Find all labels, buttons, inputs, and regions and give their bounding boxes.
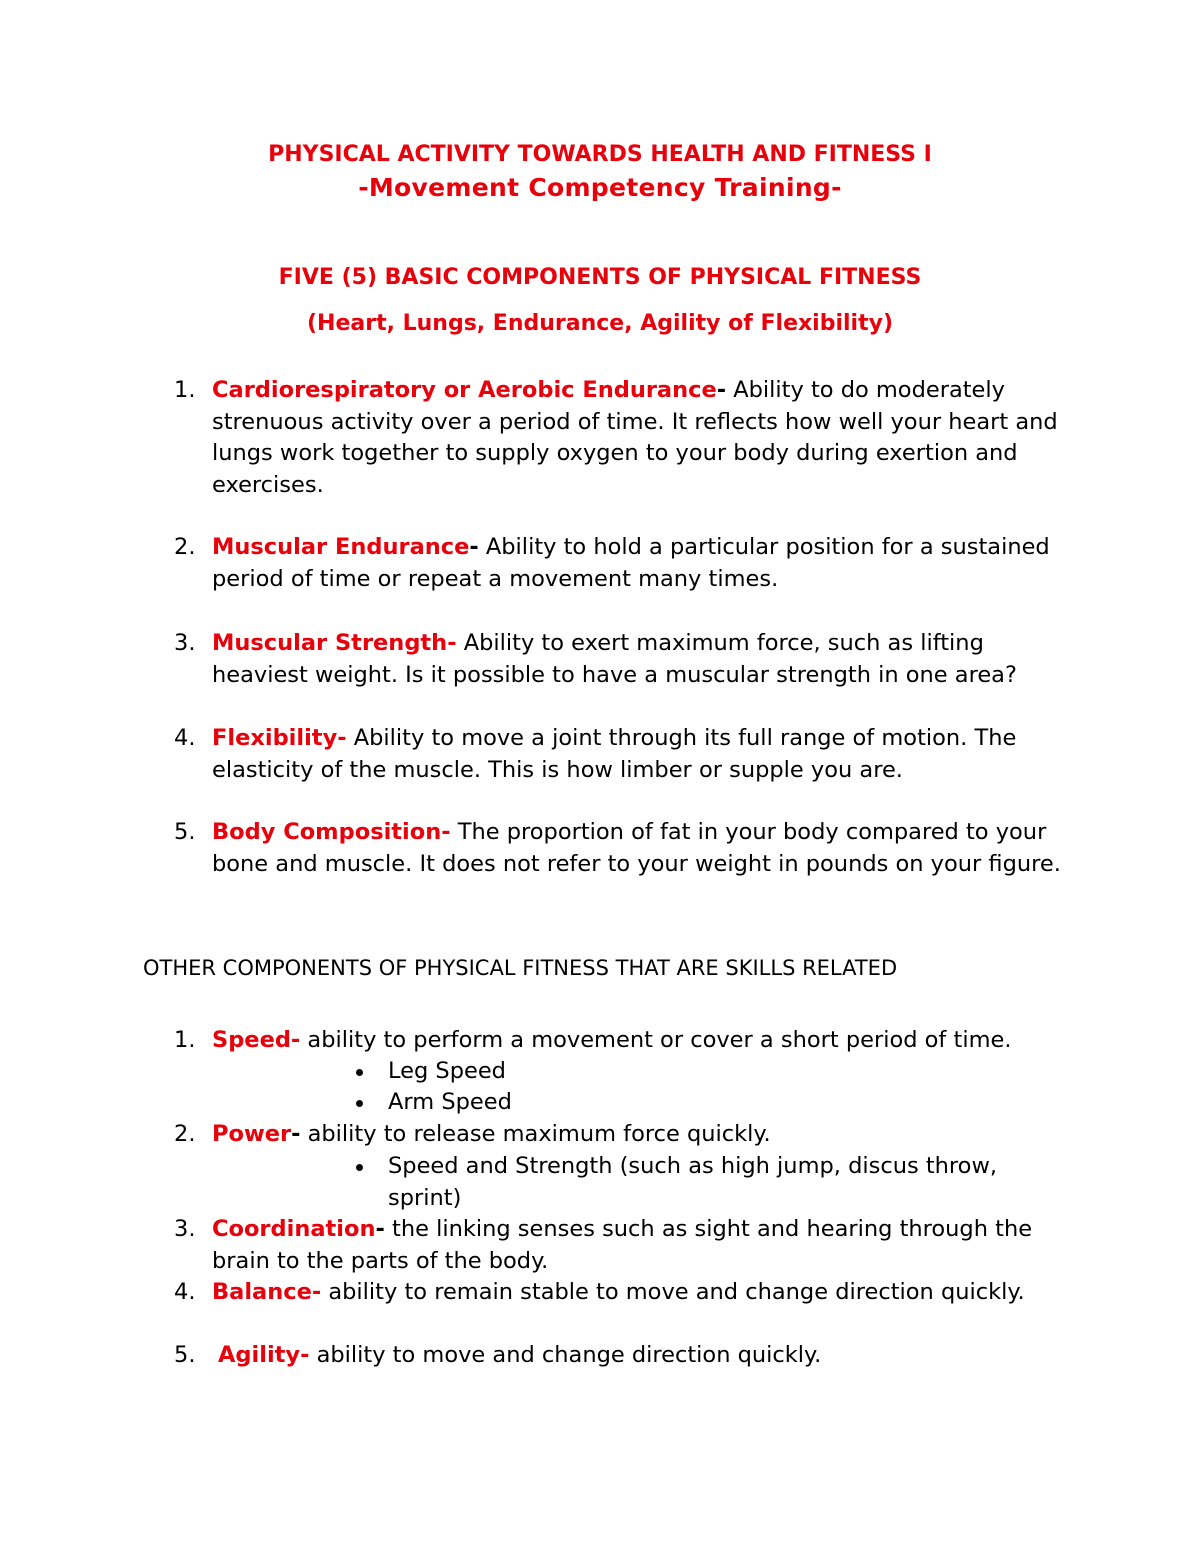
bullet-item [388, 1087, 1068, 1119]
term-dash: - [291, 1121, 301, 1147]
list-item [174, 723, 1082, 786]
term-dash: - [375, 1216, 385, 1242]
list-number: 1. [174, 377, 196, 403]
section-title: FIVE (5) BASIC COMPONENTS OF PHYSICAL FITNESS [278, 265, 922, 290]
list-number: 2. [174, 1121, 196, 1147]
list-item [174, 532, 1082, 595]
term-dash: - [716, 377, 727, 403]
document-subtitle: -Movement Competency Training- [358, 173, 842, 202]
list-item [174, 1025, 1082, 1057]
list-number: 4. [174, 1279, 196, 1305]
list-item [174, 1277, 1082, 1309]
list-number: 5. [174, 1342, 196, 1368]
list-number: 4. [174, 725, 196, 751]
bullet-icon [356, 1069, 363, 1076]
component-description: Ability to move a joint through its full range of motion. The elasticity of the muscle. This is how limber or supple you are. [212, 725, 1017, 783]
list-item [174, 1214, 1082, 1277]
list-item [174, 1340, 1088, 1372]
component-description: Ability to do moderately strenuous activity over a period of time. It reflects how well your heart and lungs work together to supply oxygen to your body during exertion and exercises. [212, 377, 1058, 498]
list-item [174, 375, 1082, 501]
list-number: 1. [174, 1027, 196, 1053]
term-dash: - [469, 534, 479, 560]
component-term: Speed- [212, 1027, 301, 1053]
other-components-heading: OTHER COMPONENTS OF PHYSICAL FITNESS THAT ARE SKILLS RELATED [143, 956, 898, 980]
bullet-item [388, 1056, 1068, 1088]
component-description: ability to remain stable to move and change direction quickly. [321, 1279, 1025, 1305]
component-description: Ability to exert maximum force, such as lifting heaviest weight. Is it possible to have a muscular strength in one area? [212, 630, 1017, 688]
list-number: 2. [174, 534, 196, 560]
bullet-icon [356, 1164, 363, 1171]
component-description: The proportion of fat in your body compared to your bone and muscle. It does not refer to your weight in pounds on your figure. [212, 819, 1061, 877]
component-term: Muscular Endurance [212, 534, 470, 560]
bullet-item [388, 1151, 1068, 1214]
section-subtitle: (Heart, Lungs, Endurance, Agility of Flexibility) [306, 311, 894, 336]
component-term: Coordination [212, 1216, 376, 1242]
component-term: Power [212, 1121, 292, 1147]
component-description: ability to perform a movement or cover a short period of time. [300, 1027, 1012, 1053]
component-description: ability to move and change direction quickly. [309, 1342, 822, 1368]
list-item [174, 628, 1082, 691]
list-number: 5. [174, 819, 196, 845]
component-description: the linking senses such as sight and hearing through the brain to the parts of the body. [212, 1216, 1033, 1274]
list-number: 3. [174, 1216, 196, 1242]
component-term: Cardiorespiratory or Aerobic Endurance [212, 377, 717, 403]
component-term: Muscular Strength- [212, 630, 457, 656]
component-term: Balance- [212, 1279, 322, 1305]
list-number: 3. [174, 630, 196, 656]
bullet-text: Speed and Strength (such as high jump, discus throw, sprint) [388, 1153, 997, 1211]
list-item [174, 817, 1082, 880]
list-item [174, 1119, 1082, 1151]
bullet-text: Arm Speed [388, 1089, 512, 1115]
component-term: Flexibility- [212, 725, 347, 751]
bullet-icon [356, 1100, 363, 1107]
component-description: ability to release maximum force quickly. [300, 1121, 771, 1147]
bullet-text: Leg Speed [388, 1058, 506, 1084]
document-title: PHYSICAL ACTIVITY TOWARDS HEALTH AND FITNESS I [268, 142, 932, 167]
component-term: Agility- [218, 1342, 310, 1368]
component-description: Ability to hold a particular position for a sustained period of time or repeat a movement many times. [212, 534, 1050, 592]
component-term: Body Composition- [212, 819, 451, 845]
